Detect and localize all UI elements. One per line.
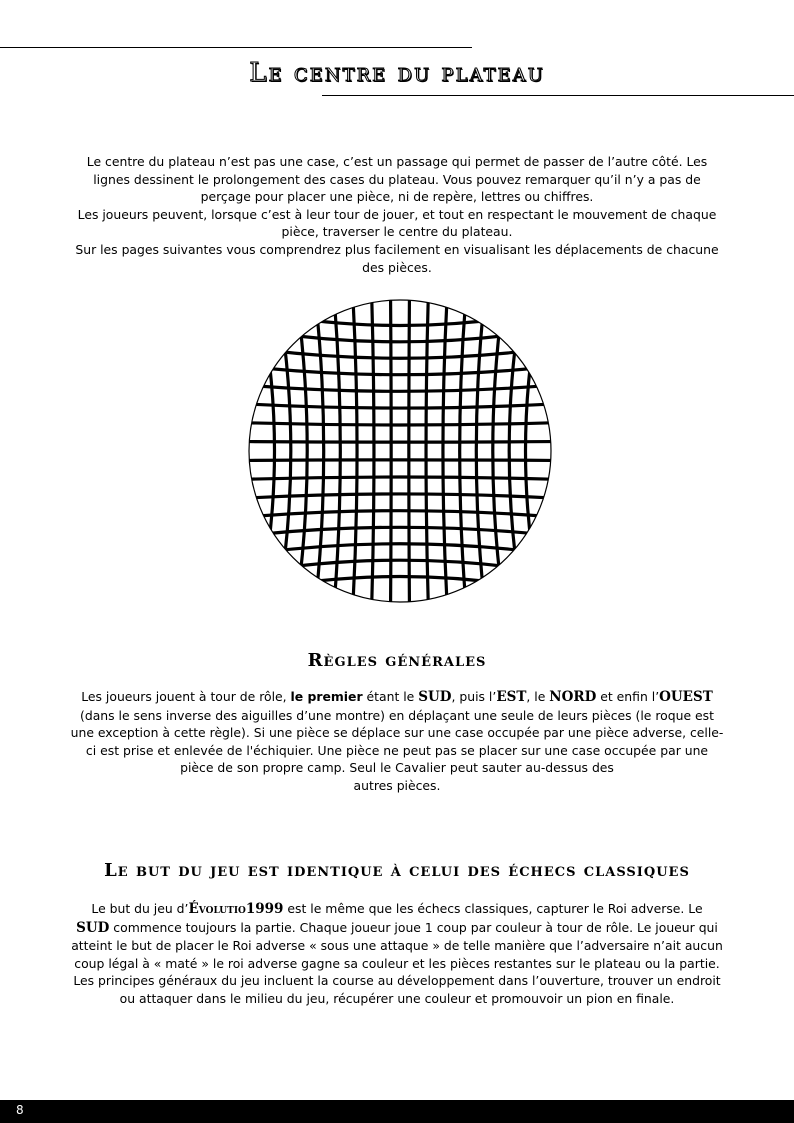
grid-line-vertical bbox=[258, 296, 275, 606]
grid-line-vertical bbox=[296, 296, 308, 606]
grid-line-vertical bbox=[509, 296, 523, 606]
grid-line-horizontal bbox=[245, 494, 555, 499]
grid-line-horizontal bbox=[245, 577, 555, 594]
grid-line-horizontal bbox=[245, 404, 555, 409]
grid-line-horizontal bbox=[245, 366, 555, 375]
grid-line-horizontal bbox=[245, 511, 555, 518]
grid-line-horizontal bbox=[245, 309, 555, 326]
grid-line-vertical bbox=[353, 296, 358, 606]
section-heading-but: Le but du jeu est identique à celui des échecs classiques bbox=[104, 860, 690, 881]
grid-line-vertical bbox=[526, 296, 543, 606]
section-heading-regles: Règles générales bbox=[307, 650, 487, 671]
grid-line-vertical bbox=[443, 296, 448, 606]
page-title: Le centre du plateau bbox=[249, 58, 545, 88]
board-circle-outline bbox=[249, 300, 551, 602]
grid-line-vertical bbox=[476, 296, 485, 606]
regles-paragraph: Les joueurs jouent à tour de rôle, le premier étant le SUD, puis l’EST, le NORD et enfin l’OUEST (dans le sens inverse des aiguilles d’une montre) en déplaçant une seule de leurs pièces (le roque est une exception à cette règle). Si une pièce se déplace sur une case occupée par une pièce adverse, celle- ci est prise et enlevée de l'échiquier. Une pièce ne peut pas se placer sur une case occupée par une pièce de son propre camp. Seul le Cavalier peut sauter au-dessus des autres pièces. bbox=[70, 689, 724, 793]
but-paragraph: Le but du jeu d’Évolutio1999 est le même que les échecs classiques, capturer le Roi adverse. Le SUD commence toujours la partie. Chaque joueur joue 1 coup par couleur à tour de rôle. Le joueur qui atteint le but de placer le Roi adverse « sous une attaque » de telle manière que l’adversaire n’ait aucun coup légal à « maté » le roi adverse gagne sa couleur et les pièces restantes sur le plateau ou la partie. Les principes généraux du jeu incluent la course au développement dans l’ouverture, trouver un endroit ou attaquer dans le milieu du jeu, récupérer une couleur et promouvoir un pion en finale. bbox=[71, 901, 723, 1006]
grid-line-vertical bbox=[315, 296, 324, 606]
grid-line-vertical bbox=[277, 296, 291, 606]
grid-line-horizontal bbox=[245, 347, 555, 359]
page-footer-bar bbox=[0, 1100, 794, 1123]
grid-line-horizontal bbox=[245, 385, 555, 392]
grid-line-horizontal bbox=[245, 560, 555, 574]
grid-line-vertical bbox=[460, 296, 467, 606]
page-number: 8 bbox=[16, 1103, 24, 1117]
grid-line-horizontal bbox=[245, 328, 555, 342]
grid-line-horizontal bbox=[245, 527, 555, 536]
board-center-illustration bbox=[245, 296, 555, 606]
grid-line-horizontal bbox=[245, 544, 555, 556]
intro-paragraph: Le centre du plateau n’est pas une case, c’est un passage qui permet de passer de l’autre côté. Les lignes dessinent le prolongement des cases du plateau. Vous pouvez remarquer qu’il n’y a pas de perçage pour placer une pièce, ni de repère, lettres ou chiffres. Les joueurs peuvent, lorsque c’est à leur tour de jouer, et tout en respectant le mouvement de chaque pièce, traverser le centre du plateau. Sur les pages suivantes vous comprendrez plus facilement en visualisant les déplacements de chacune des pièces. bbox=[75, 154, 719, 275]
top-rule-left bbox=[0, 47, 472, 48]
grid-line-vertical bbox=[334, 296, 341, 606]
grid-line-vertical bbox=[493, 296, 505, 606]
top-rule-right bbox=[322, 95, 794, 96]
